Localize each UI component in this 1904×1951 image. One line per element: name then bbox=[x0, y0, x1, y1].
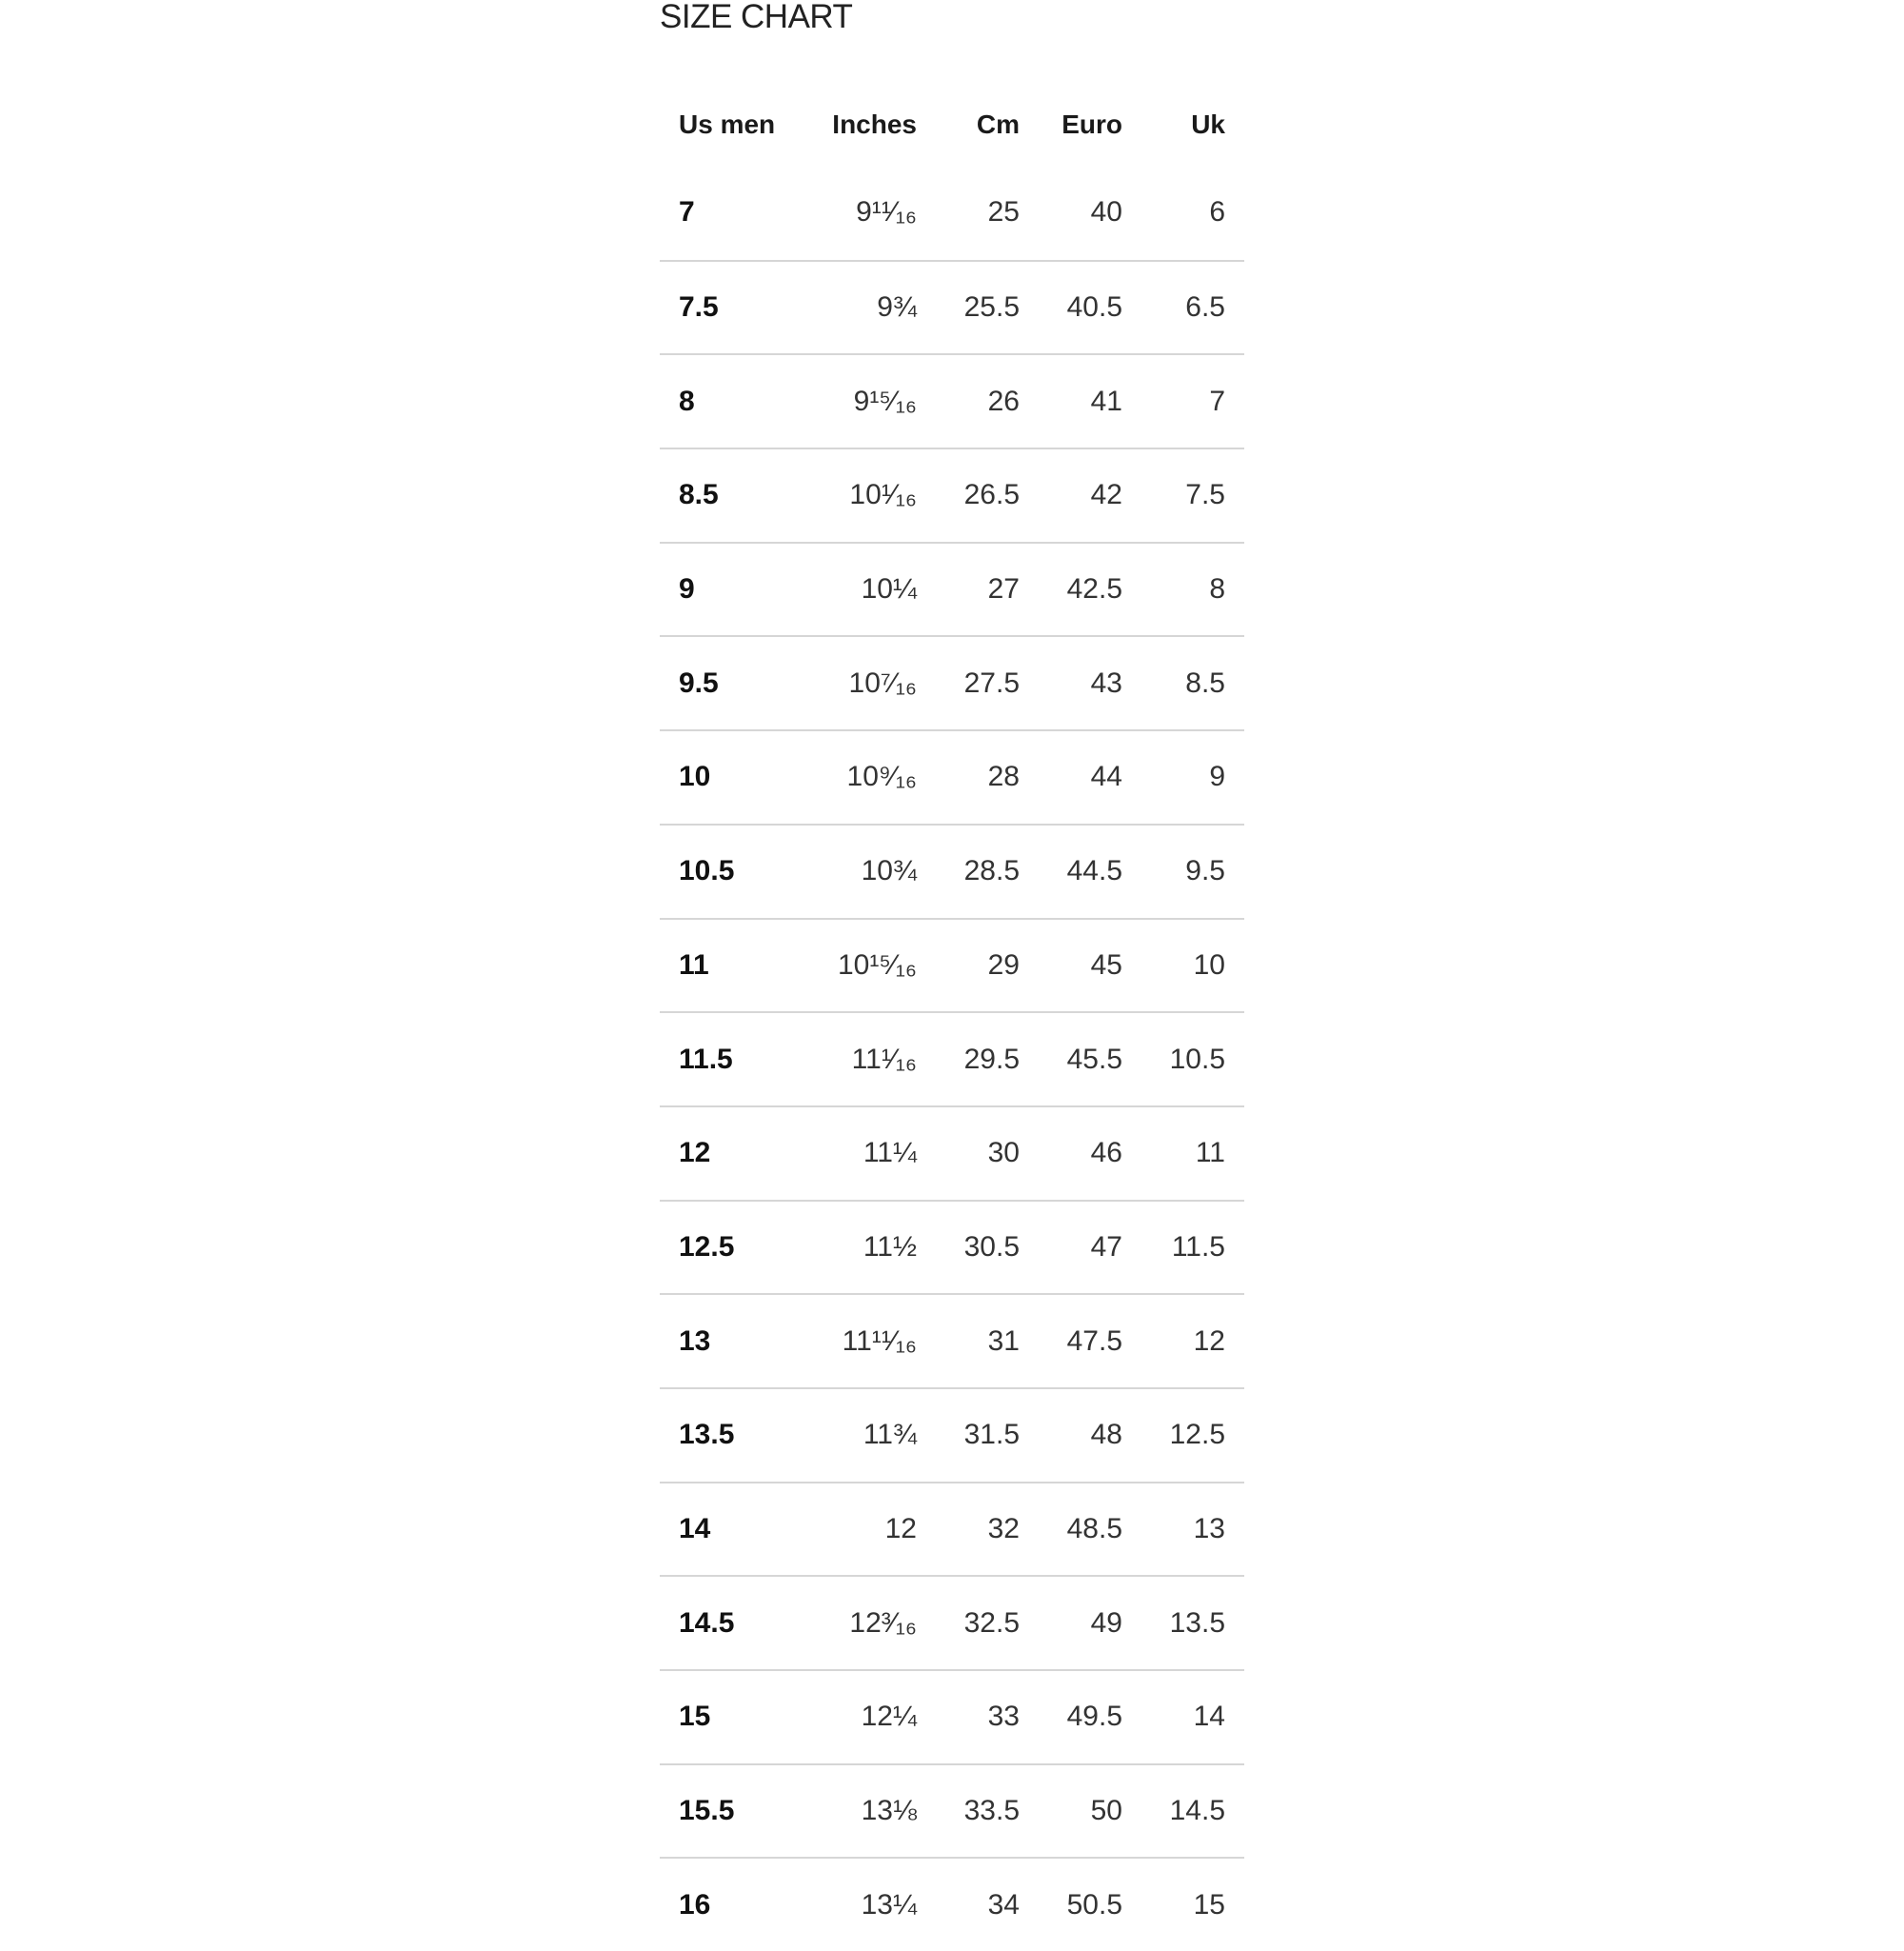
cell-euro: 45 bbox=[1090, 948, 1122, 981]
cell-cm: 32.5 bbox=[963, 1606, 1020, 1639]
cell-us-men: 8 bbox=[679, 385, 695, 417]
cell-uk: 14.5 bbox=[1169, 1795, 1225, 1827]
cell-us-men: 12.5 bbox=[679, 1230, 735, 1263]
cell-cm: 27.5 bbox=[963, 667, 1020, 699]
table-row bbox=[660, 918, 1244, 1012]
table-row bbox=[660, 1293, 1244, 1387]
cell-us-men: 12 bbox=[679, 1137, 711, 1169]
cell-euro: 46 bbox=[1090, 1137, 1122, 1169]
cell-inches: 11½ bbox=[863, 1230, 917, 1263]
cell-uk: 14 bbox=[1193, 1701, 1225, 1733]
column-header-euro: Euro bbox=[1061, 109, 1122, 139]
table-row bbox=[660, 1105, 1244, 1200]
cell-inches: 9¹¹⁄₁₆ bbox=[856, 196, 917, 229]
cell-cm: 29.5 bbox=[963, 1043, 1020, 1075]
table-row bbox=[660, 260, 1244, 354]
cell-inches: 11¼ bbox=[863, 1137, 917, 1169]
cell-us-men: 15 bbox=[679, 1701, 711, 1733]
cell-cm: 26.5 bbox=[963, 479, 1020, 511]
cell-us-men: 8.5 bbox=[679, 479, 719, 511]
cell-inches: 12 bbox=[884, 1512, 917, 1544]
table-row bbox=[660, 824, 1244, 918]
cell-uk: 6.5 bbox=[1185, 291, 1225, 324]
table-row bbox=[660, 166, 1244, 260]
cell-cm: 32 bbox=[987, 1512, 1020, 1544]
cell-euro: 49.5 bbox=[1066, 1701, 1122, 1733]
size-table bbox=[660, 84, 1244, 1951]
table-row bbox=[660, 448, 1244, 542]
cell-uk: 11.5 bbox=[1171, 1230, 1225, 1263]
table-row bbox=[660, 1387, 1244, 1482]
cell-us-men: 15.5 bbox=[679, 1795, 735, 1827]
cell-euro: 44 bbox=[1090, 761, 1122, 793]
cell-uk: 13 bbox=[1193, 1512, 1225, 1544]
table-header-row bbox=[660, 84, 1244, 166]
cell-cm: 28 bbox=[987, 761, 1020, 793]
cell-euro: 48 bbox=[1090, 1419, 1122, 1451]
cell-cm: 25 bbox=[987, 196, 1020, 229]
cell-inches: 10⁷⁄₁₆ bbox=[848, 667, 917, 699]
cell-us-men: 10.5 bbox=[679, 855, 735, 887]
cell-inches: 10¹⁄₁₆ bbox=[849, 479, 917, 511]
cell-euro: 43 bbox=[1090, 667, 1122, 699]
cell-us-men: 7 bbox=[679, 196, 695, 229]
cell-us-men: 14 bbox=[679, 1512, 711, 1544]
cell-euro: 44.5 bbox=[1066, 855, 1122, 887]
cell-uk: 7.5 bbox=[1185, 479, 1225, 511]
cell-us-men: 16 bbox=[679, 1888, 711, 1921]
cell-uk: 11 bbox=[1195, 1137, 1225, 1169]
table-row bbox=[660, 542, 1244, 636]
cell-cm: 31.5 bbox=[963, 1419, 1020, 1451]
cell-cm: 28.5 bbox=[963, 855, 1020, 887]
cell-inches: 10¼ bbox=[861, 573, 917, 606]
cell-cm: 33.5 bbox=[963, 1795, 1020, 1827]
cell-cm: 29 bbox=[987, 948, 1020, 981]
cell-uk: 12.5 bbox=[1169, 1419, 1225, 1451]
cell-uk: 9.5 bbox=[1185, 855, 1225, 887]
cell-cm: 30 bbox=[987, 1137, 1020, 1169]
table-row bbox=[660, 353, 1244, 448]
cell-us-men: 10 bbox=[679, 761, 711, 793]
cell-euro: 40.5 bbox=[1066, 291, 1122, 324]
cell-cm: 26 bbox=[987, 385, 1020, 417]
cell-cm: 25.5 bbox=[963, 291, 1020, 324]
cell-uk: 13.5 bbox=[1169, 1606, 1225, 1639]
cell-inches: 9¾ bbox=[877, 291, 917, 324]
table-row bbox=[660, 1011, 1244, 1105]
cell-us-men: 13 bbox=[679, 1324, 711, 1357]
cell-uk: 12 bbox=[1193, 1324, 1225, 1357]
cell-euro: 49 bbox=[1090, 1606, 1122, 1639]
cell-us-men: 14.5 bbox=[679, 1606, 735, 1639]
cell-uk: 6 bbox=[1209, 196, 1225, 229]
cell-us-men: 11.5 bbox=[679, 1043, 733, 1075]
column-header-uk: Uk bbox=[1191, 109, 1225, 139]
cell-cm: 33 bbox=[987, 1701, 1020, 1733]
column-header-us-men: Us men bbox=[679, 109, 776, 139]
cell-us-men: 9.5 bbox=[679, 667, 719, 699]
cell-inches: 13¼ bbox=[861, 1888, 917, 1921]
cell-us-men: 13.5 bbox=[679, 1419, 735, 1451]
cell-inches: 9¹⁵⁄₁₆ bbox=[853, 385, 917, 417]
cell-us-men: 11 bbox=[679, 948, 709, 981]
table-row bbox=[660, 1200, 1244, 1294]
cell-euro: 41 bbox=[1090, 385, 1122, 417]
cell-us-men: 9 bbox=[679, 573, 695, 606]
cell-euro: 50.5 bbox=[1066, 1888, 1122, 1921]
table-row bbox=[660, 1669, 1244, 1763]
cell-uk: 10.5 bbox=[1169, 1043, 1225, 1075]
cell-inches: 10⁹⁄₁₆ bbox=[846, 761, 917, 793]
cell-cm: 27 bbox=[987, 573, 1020, 606]
cell-cm: 34 bbox=[987, 1888, 1020, 1921]
table-row bbox=[660, 729, 1244, 824]
table-body bbox=[660, 166, 1244, 1951]
cell-euro: 42 bbox=[1090, 479, 1122, 511]
cell-uk: 15 bbox=[1193, 1888, 1225, 1921]
cell-inches: 10¾ bbox=[861, 855, 917, 887]
cell-inches: 13⅛ bbox=[861, 1795, 917, 1827]
cell-euro: 47 bbox=[1090, 1230, 1122, 1263]
cell-uk: 8 bbox=[1209, 573, 1225, 606]
cell-uk: 10 bbox=[1193, 948, 1225, 981]
page-title: SIZE CHART bbox=[660, 0, 853, 35]
table-row bbox=[660, 1575, 1244, 1669]
cell-inches: 12³⁄₁₆ bbox=[849, 1606, 917, 1639]
cell-euro: 48.5 bbox=[1066, 1512, 1122, 1544]
cell-inches: 11¹¹⁄₁₆ bbox=[842, 1324, 917, 1357]
cell-euro: 45.5 bbox=[1066, 1043, 1122, 1075]
table-row bbox=[660, 635, 1244, 729]
table-row bbox=[660, 1482, 1244, 1576]
column-header-inches: Inches bbox=[832, 109, 917, 139]
cell-cm: 31 bbox=[987, 1324, 1020, 1357]
column-header-cm: Cm bbox=[976, 109, 1020, 139]
cell-euro: 47.5 bbox=[1066, 1324, 1122, 1357]
cell-euro: 42.5 bbox=[1066, 573, 1122, 606]
cell-cm: 30.5 bbox=[963, 1230, 1020, 1263]
cell-uk: 7 bbox=[1209, 385, 1225, 417]
cell-euro: 50 bbox=[1090, 1795, 1122, 1827]
cell-inches: 12¼ bbox=[861, 1701, 917, 1733]
cell-us-men: 7.5 bbox=[679, 291, 719, 324]
cell-inches: 11¹⁄₁₆ bbox=[851, 1043, 917, 1075]
cell-inches: 11¾ bbox=[863, 1419, 917, 1451]
cell-uk: 9 bbox=[1209, 761, 1225, 793]
cell-uk: 8.5 bbox=[1185, 667, 1225, 699]
cell-inches: 10¹⁵⁄₁₆ bbox=[837, 948, 917, 981]
cell-euro: 40 bbox=[1090, 196, 1122, 229]
table-row bbox=[660, 1763, 1244, 1858]
